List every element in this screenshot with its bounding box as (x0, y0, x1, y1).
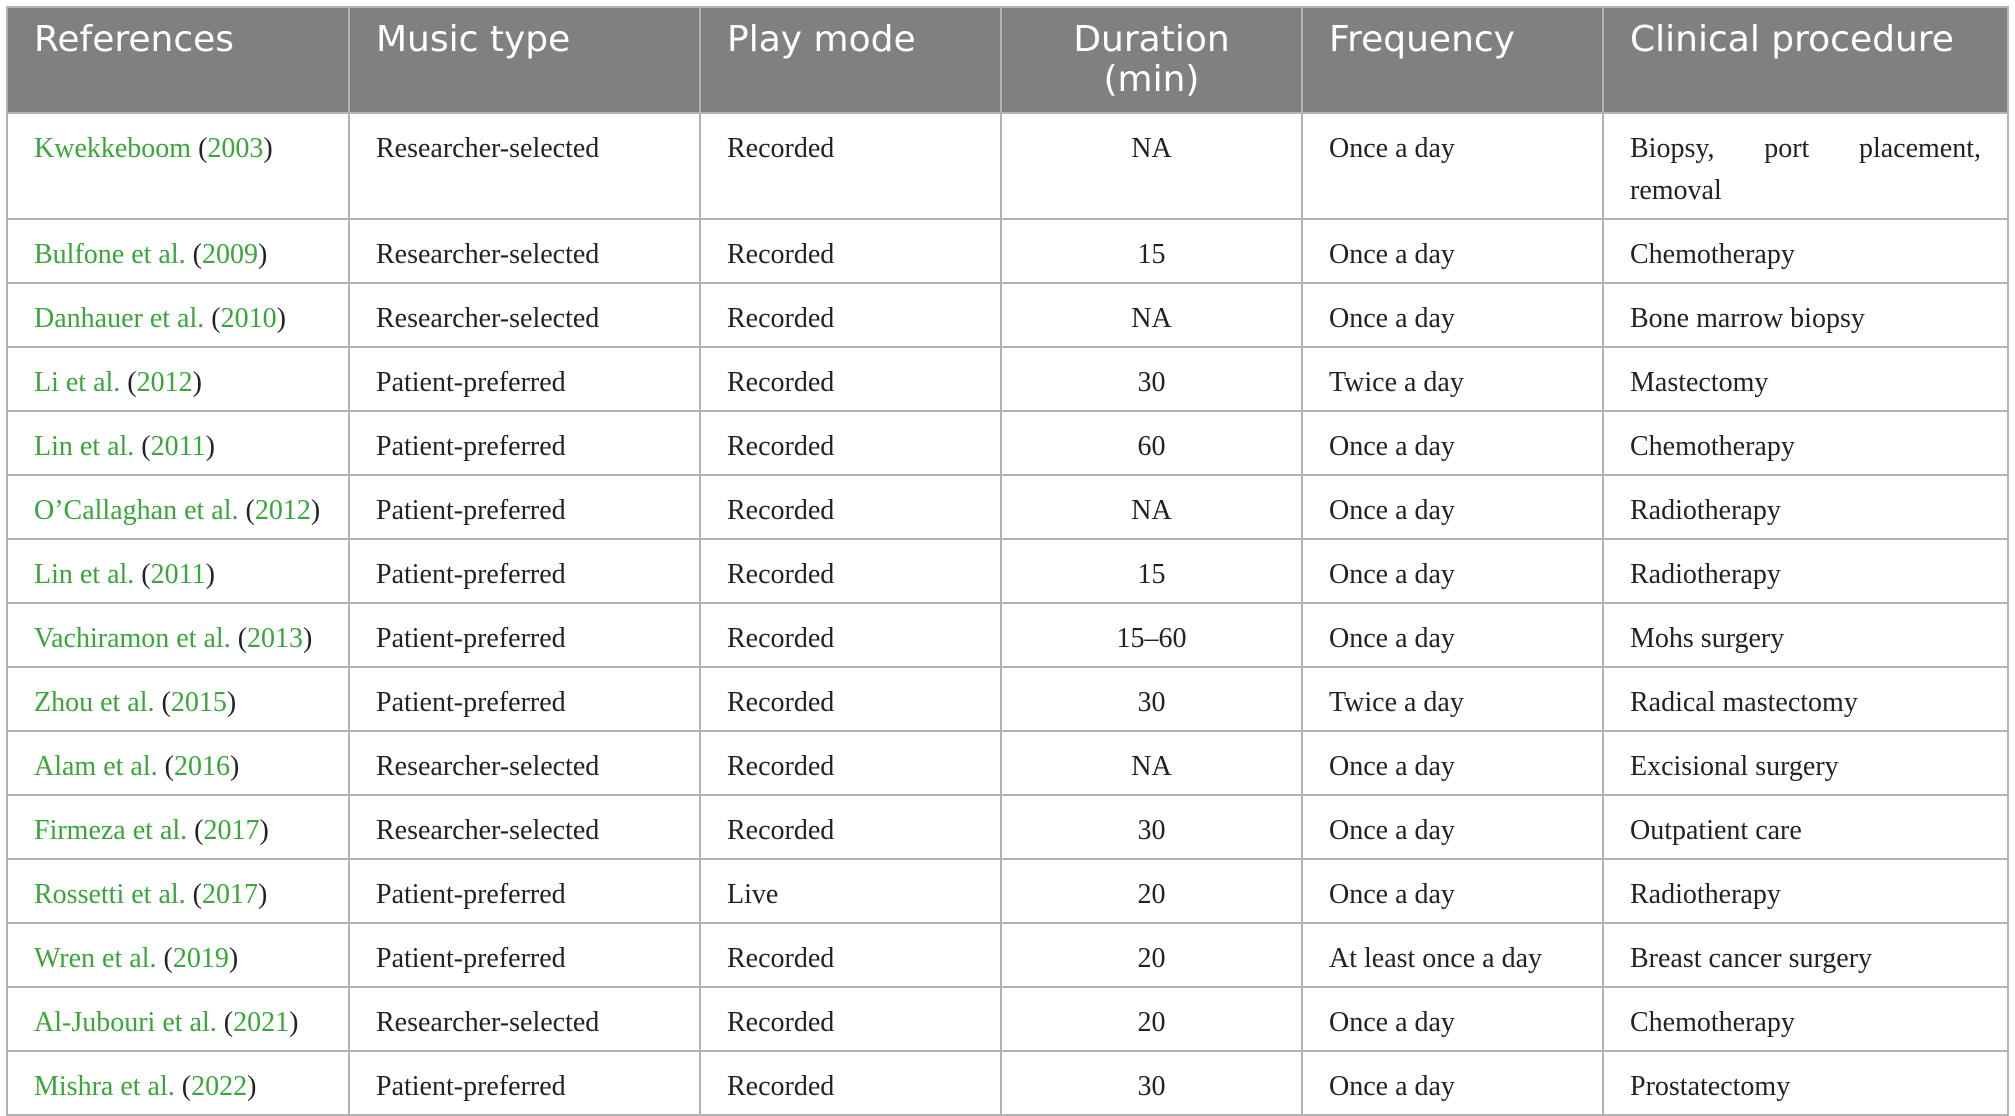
reference-year-link[interactable]: 2015 (170, 687, 227, 718)
music-type-cell: Researcher-selected (349, 219, 700, 283)
reference-year-link[interactable]: 2013 (247, 623, 304, 654)
reference-cell: Firmeza et al. (2017) (7, 795, 349, 859)
reference-cell: Al-Jubouri et al. (2021) (7, 987, 349, 1051)
reference-cell: Lin et al. (2011) (7, 539, 349, 603)
reference-author-link[interactable]: Danhauer et al. (34, 303, 205, 334)
music-type-cell: Patient-preferred (349, 1051, 700, 1115)
reference-author-link[interactable]: Al-Jubouri et al. (34, 1007, 217, 1038)
music-type-cell: Researcher-selected (349, 113, 700, 219)
procedure-cell: Radical mastectomy (1603, 667, 2008, 731)
procedure-cell: Bone marrow biopsy (1603, 283, 2008, 347)
reference-author-link[interactable]: Mishra et al. (34, 1071, 175, 1102)
table-row (7, 731, 2008, 795)
reference-cell: Zhou et al. (2015) (7, 667, 349, 731)
play-mode-cell: Recorded (700, 1051, 1001, 1115)
frequency-cell: At least once a day (1302, 923, 1603, 987)
reference-year-link[interactable]: 2022 (191, 1071, 248, 1102)
play-mode-cell: Recorded (700, 603, 1001, 667)
music-type-cell: Patient-preferred (349, 475, 700, 539)
reference-cell: Kwekkeboom (2003) (7, 113, 349, 219)
header-references: References (7, 7, 349, 113)
frequency-cell: Once a day (1302, 475, 1603, 539)
reference-cell: Bulfone et al. (2009) (7, 219, 349, 283)
duration-cell: 15 (1001, 539, 1302, 603)
procedure-cell: Mastectomy (1603, 347, 2008, 411)
reference-author-link[interactable]: Li et al. (34, 367, 121, 398)
header-row (7, 7, 2008, 113)
play-mode-cell: Recorded (700, 347, 1001, 411)
reference-year-link[interactable]: 2012 (136, 367, 193, 398)
reference-author-link[interactable]: Lin et al. (34, 559, 135, 590)
header-duration-line1: Duration (1073, 19, 1230, 60)
header-play-mode: Play mode (700, 7, 1001, 113)
procedure-cell: Chemotherapy (1603, 987, 2008, 1051)
table-row (7, 603, 2008, 667)
frequency-cell: Once a day (1302, 411, 1603, 475)
procedure-line-2: removal (1630, 175, 1722, 206)
procedure-cell: Chemotherapy (1603, 411, 2008, 475)
duration-cell: 15–60 (1001, 603, 1302, 667)
procedure-cell: Radiotherapy (1603, 475, 2008, 539)
procedure-cell: Radiotherapy (1603, 539, 2008, 603)
duration-cell: 30 (1001, 347, 1302, 411)
frequency-cell: Once a day (1302, 1051, 1603, 1115)
references-table-container (6, 6, 2007, 1116)
table-row (7, 987, 2008, 1051)
music-type-cell: Researcher-selected (349, 283, 700, 347)
music-type-cell: Patient-preferred (349, 411, 700, 475)
duration-cell: 20 (1001, 923, 1302, 987)
procedure-cell: Chemotherapy (1603, 219, 2008, 283)
frequency-cell: Once a day (1302, 731, 1603, 795)
reference-author-link[interactable]: Lin et al. (34, 431, 135, 462)
duration-cell: NA (1001, 283, 1302, 347)
duration-cell: NA (1001, 113, 1302, 219)
play-mode-cell: Recorded (700, 475, 1001, 539)
play-mode-cell: Live (700, 859, 1001, 923)
duration-cell: 30 (1001, 667, 1302, 731)
music-type-cell: Patient-preferred (349, 667, 700, 731)
frequency-cell: Once a day (1302, 219, 1603, 283)
table-row (7, 475, 2008, 539)
table-row (7, 923, 2008, 987)
music-type-cell: Researcher-selected (349, 795, 700, 859)
duration-cell: 20 (1001, 987, 1302, 1051)
reference-cell: Alam et al. (2016) (7, 731, 349, 795)
procedure-cell: Breast cancer surgery (1603, 923, 2008, 987)
header-frequency: Frequency (1302, 7, 1603, 113)
table-row (7, 795, 2008, 859)
frequency-cell: Once a day (1302, 283, 1603, 347)
header-clinical-procedure: Clinical procedure (1603, 7, 2008, 113)
reference-cell: Rossetti et al. (2017) (7, 859, 349, 923)
procedure-cell: Mohs surgery (1603, 603, 2008, 667)
reference-cell: Wren et al. (2019) (7, 923, 349, 987)
procedure-cell: Prostatectomy (1603, 1051, 2008, 1115)
procedure-line-1: Biopsy, port placement, (1630, 133, 1981, 164)
frequency-cell: Once a day (1302, 539, 1603, 603)
music-type-cell: Patient-preferred (349, 603, 700, 667)
reference-year-link[interactable]: 2011 (150, 559, 206, 590)
play-mode-cell: Recorded (700, 923, 1001, 987)
table-row (7, 219, 2008, 283)
reference-year-link[interactable]: 2012 (254, 495, 311, 526)
play-mode-cell: Recorded (700, 795, 1001, 859)
play-mode-cell: Recorded (700, 219, 1001, 283)
table-row (7, 113, 2008, 219)
reference-cell: Vachiramon et al. (2013) (7, 603, 349, 667)
play-mode-cell: Recorded (700, 283, 1001, 347)
reference-year-link[interactable]: 2009 (201, 239, 258, 270)
reference-author-link[interactable]: Wren et al. (34, 943, 157, 974)
reference-author-link[interactable]: Rossetti et al. (34, 879, 186, 910)
music-type-cell: Patient-preferred (349, 859, 700, 923)
procedure-cell: Outpatient care (1603, 795, 2008, 859)
reference-cell: Lin et al. (2011) (7, 411, 349, 475)
reference-cell: Li et al. (2012) (7, 347, 349, 411)
reference-year-link[interactable]: 2019 (172, 943, 229, 974)
table-row (7, 283, 2008, 347)
procedure-cell (1603, 113, 2008, 219)
duration-cell: 20 (1001, 859, 1302, 923)
table-header (7, 7, 2008, 113)
procedure-cell: Excisional surgery (1603, 731, 2008, 795)
reference-author-link[interactable]: O’Callaghan et al. (34, 495, 239, 526)
reference-cell: Mishra et al. (2022) (7, 1051, 349, 1115)
frequency-cell: Once a day (1302, 603, 1603, 667)
music-type-cell: Patient-preferred (349, 539, 700, 603)
music-type-cell: Patient-preferred (349, 923, 700, 987)
table-body (7, 113, 2008, 1115)
duration-cell: 30 (1001, 795, 1302, 859)
reference-author-link[interactable]: Kwekkeboom (34, 133, 192, 164)
reference-year-link[interactable]: 2017 (203, 815, 260, 846)
references-table (6, 6, 2009, 1116)
reference-cell: O’Callaghan et al. (2012) (7, 475, 349, 539)
reference-cell: Danhauer et al. (2010) (7, 283, 349, 347)
reference-author-link[interactable]: Firmeza et al. (34, 815, 188, 846)
procedure-cell: Radiotherapy (1603, 859, 2008, 923)
header-duration-line2: (min) (1103, 59, 1200, 100)
music-type-cell: Patient-preferred (349, 347, 700, 411)
play-mode-cell: Recorded (700, 411, 1001, 475)
reference-author-link[interactable]: Vachiramon et al. (34, 623, 231, 654)
duration-cell: 15 (1001, 219, 1302, 283)
duration-cell: 30 (1001, 1051, 1302, 1115)
duration-cell: NA (1001, 731, 1302, 795)
reference-author-link[interactable]: Alam et al. (34, 751, 158, 782)
table-row (7, 1051, 2008, 1115)
reference-year-link[interactable]: 2011 (150, 431, 206, 462)
reference-year-link[interactable]: 2021 (233, 1007, 290, 1038)
table-row (7, 347, 2008, 411)
frequency-cell: Once a day (1302, 113, 1603, 219)
play-mode-cell: Recorded (700, 539, 1001, 603)
reference-year-link[interactable]: 2010 (220, 303, 277, 334)
reference-year-link[interactable]: 2016 (173, 751, 230, 782)
music-type-cell: Researcher-selected (349, 731, 700, 795)
play-mode-cell: Recorded (700, 731, 1001, 795)
frequency-cell: Once a day (1302, 987, 1603, 1051)
table-row (7, 539, 2008, 603)
duration-cell: NA (1001, 475, 1302, 539)
frequency-cell: Twice a day (1302, 667, 1603, 731)
header-duration (1001, 7, 1302, 113)
header-music-type: Music type (349, 7, 700, 113)
reference-year-link[interactable]: 2017 (201, 879, 258, 910)
frequency-cell: Once a day (1302, 795, 1603, 859)
reference-year-link[interactable]: 2003 (207, 133, 264, 164)
table-row (7, 411, 2008, 475)
reference-author-link[interactable]: Zhou et al. (34, 687, 155, 718)
table-row (7, 859, 2008, 923)
play-mode-cell: Recorded (700, 113, 1001, 219)
frequency-cell: Once a day (1302, 859, 1603, 923)
play-mode-cell: Recorded (700, 667, 1001, 731)
frequency-cell: Twice a day (1302, 347, 1603, 411)
reference-author-link[interactable]: Bulfone et al. (34, 239, 186, 270)
table-row (7, 667, 2008, 731)
duration-cell: 60 (1001, 411, 1302, 475)
play-mode-cell: Recorded (700, 987, 1001, 1051)
music-type-cell: Researcher-selected (349, 987, 700, 1051)
